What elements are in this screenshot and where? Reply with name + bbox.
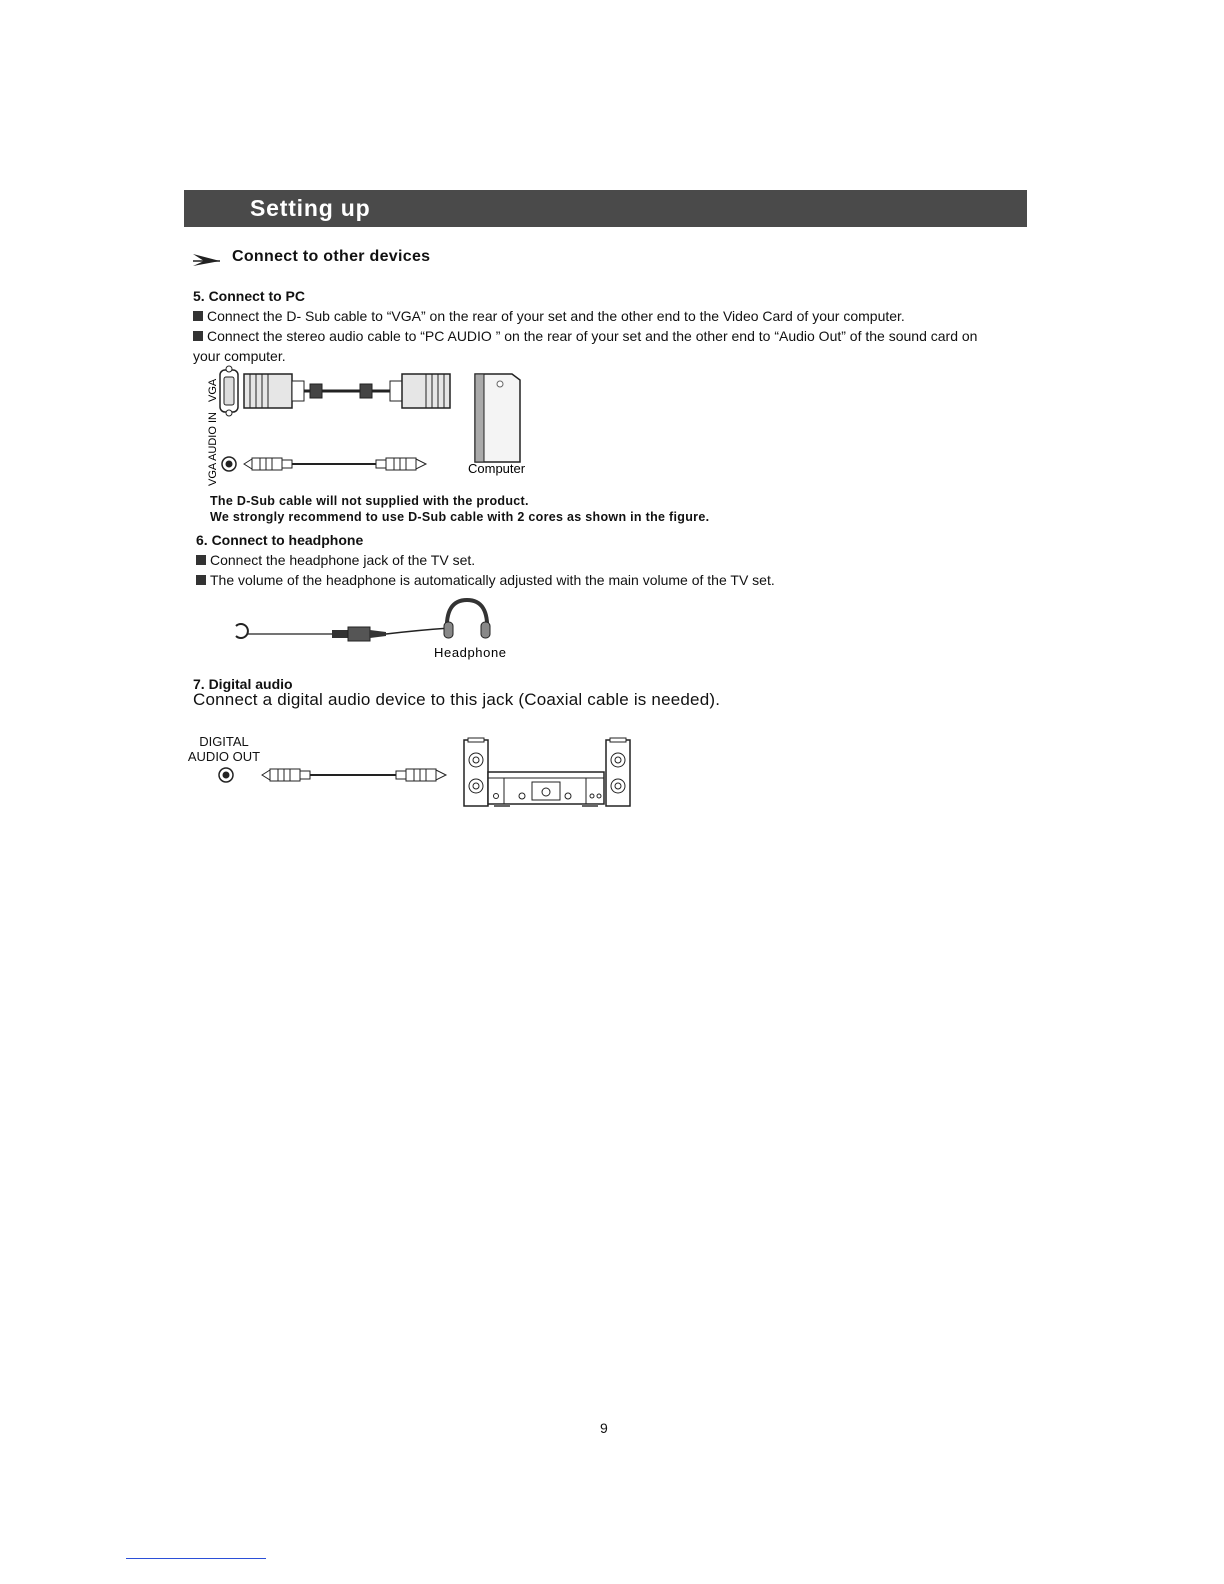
audio-cable-icon [244, 458, 426, 470]
vga-port-icon [220, 366, 238, 416]
coaxial-jack-icon [219, 768, 233, 782]
pc-connection-figure [200, 364, 540, 494]
headphone-heading: 6. Connect to headphone [196, 532, 364, 548]
pc-bullet-1: Connect the D- Sub cable to “VGA” on the rear of your set and the other end to the Video Card of your computer. [193, 306, 1033, 326]
pc-note-1: The D-Sub cable will not supplied with the product. [210, 494, 529, 508]
vga-cable-icon [244, 374, 450, 408]
headphone-label: Headphone [434, 645, 507, 660]
computer-label: Computer [468, 461, 526, 476]
bullet-square-icon [196, 555, 206, 565]
headphone-cable-icon [248, 627, 450, 641]
page-title: Setting up [250, 195, 371, 221]
digital-jack-label: DIGITAL AUDIO OUT [187, 734, 261, 764]
digital-text: Connect a digital audio device to this jack (Coaxial cable is needed). [193, 690, 721, 709]
coaxial-cable-icon [262, 769, 446, 781]
digital-audio-figure [210, 734, 635, 810]
bullet-square-icon [193, 331, 203, 341]
page-number: 9 [600, 1420, 608, 1436]
bullet-square-icon [196, 575, 206, 585]
headphone-bullet-1: Connect the headphone jack of the TV set. [196, 550, 475, 570]
pc-note-2: We strongly recommend to use D-Sub cable with 2 cores as shown in the figure. [210, 510, 710, 524]
amplifier-icon [488, 772, 604, 807]
footer-line [126, 1558, 266, 1559]
arrow-icon [192, 253, 222, 267]
vga-audio-port-label: VGA AUDIO IN [207, 412, 219, 486]
headphone-jack-icon [236, 624, 248, 638]
computer-tower-icon [475, 374, 520, 462]
bullet-square-icon [193, 311, 203, 321]
headphone-bullet-2: The volume of the headphone is automatically adjusted with the main volume of the TV set. [196, 570, 775, 590]
header-bar [184, 190, 1027, 227]
pc-bullet-2: Connect the stereo audio cable to “PC AUDIO ” on the rear of your set and the other end to “Audio Out” of the sound card on your computer. [193, 328, 978, 364]
audio-jack-icon [222, 457, 236, 471]
speaker-left-icon [464, 738, 488, 806]
vga-port-label: VGA [207, 378, 219, 402]
headphone-icon [444, 600, 490, 638]
section-title: Connect to other devices [232, 248, 431, 265]
digital-heading: 7. Digital audio [193, 676, 293, 692]
speaker-right-icon [606, 738, 630, 806]
headphone-figure [220, 596, 520, 662]
pc-heading: 5. Connect to PC [193, 288, 306, 304]
